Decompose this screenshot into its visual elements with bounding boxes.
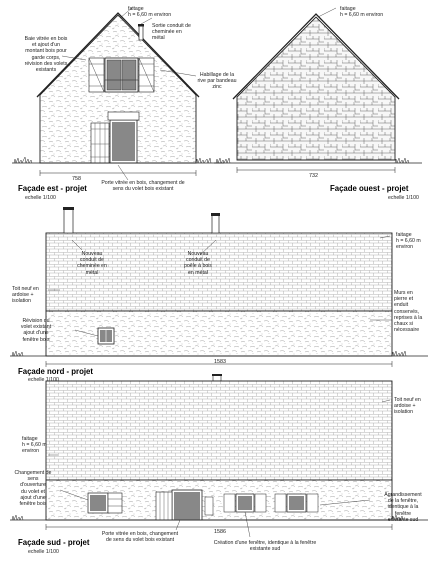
east-facade [12,7,224,180]
south-title: Façade sud - projet [18,538,90,547]
east-dim-width: 758 [72,176,81,182]
south-note-faitage: faitage h = 6,60 m environ [22,436,47,455]
west-scale: echelle 1/100 [388,195,419,201]
east-scale: echelle 1/100 [25,195,56,201]
west-title: Façade ouest - projet [330,184,409,193]
south-note-changement: Changement de sens d'ouverture du volet et ajout d'une fenêtre bois [14,470,52,508]
north-note-conduit-cheminee: Nouveau conduit de cheminée en métal [77,251,107,276]
north-note-murs: Murs en pierre et enduit conservés, reprises à la chaux si nécessaire [394,290,423,334]
east-title: Façade est - projet [18,184,87,193]
south-window-3 [275,494,318,512]
south-note-toit: Toit neuf en ardoise + isolation [394,397,421,416]
north-note-conduit-poele: Nouveau conduit de poêle à bois en métal [184,251,212,276]
north-flue-1 [64,209,73,233]
east-note-faitage: faitage h = 6,60 m environ [128,6,172,19]
south-note-porte: Porte vitrée en bois, changement de sens du volet bois existant [101,531,179,544]
east-upper-window [89,58,154,92]
north-note-faitage: faitage h = 6,60 m environ [396,232,421,251]
north-facade [10,207,428,367]
north-note-toit: Toit neuf en ardoise + isolation [12,286,39,305]
east-flue [139,26,143,40]
east-note-baie: Baie vitrée en bois et ajout d'un montant bois pour garde corps, révision des volets existants [24,36,68,74]
north-window [98,328,114,344]
east-note-conduit: Sortie conduit de cheminée en métal [152,23,191,42]
south-note-agrandissement: Agrandissement de la fenêtre, identique à la fenêtre existante sud [384,492,422,523]
south-note-creation: Création d'une fenêtre, identique à la fenêtre existante sud [213,540,317,553]
south-roof [46,381,392,480]
north-flue-2 [212,215,219,233]
south-window-2 [224,494,266,512]
north-title: Façade nord - projet [18,367,93,376]
east-note-porte: Porte vitrée en bois, changement de sens du volet bois existant [101,180,185,193]
north-scale: echelle 1/100 [28,377,59,383]
north-dim-width: 1583 [214,359,226,365]
south-window-1 [88,493,122,513]
south-dim-width: 1586 [214,529,226,535]
west-note-faitage: faitage h = 6,60 m environ [340,6,384,19]
north-note-volet: Révision du volet existant ajout d'une fenêtre bois [20,318,52,343]
south-facade [10,374,428,537]
west-dim-width: 732 [309,173,318,179]
east-note-habillage: Habillage de la rive par bandeau zinc [197,72,237,91]
south-scale: echelle 1/100 [28,549,59,555]
west-gable-wall [237,17,395,160]
